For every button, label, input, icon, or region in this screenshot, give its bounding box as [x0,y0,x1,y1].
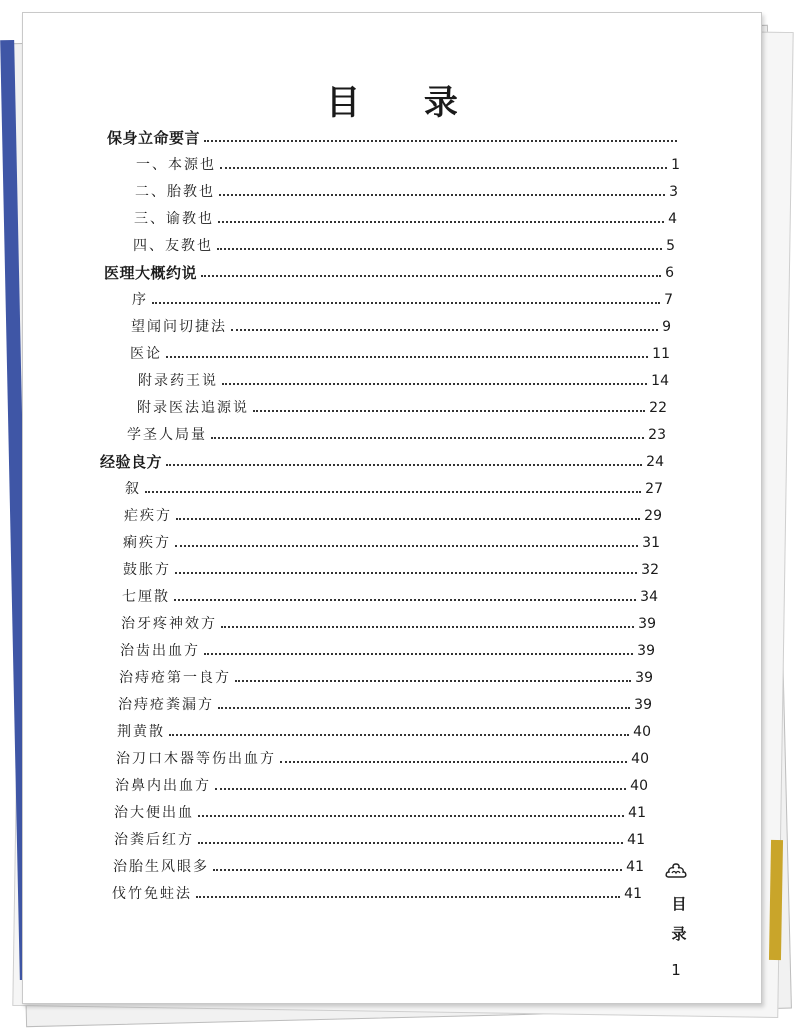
toc-entry [121,611,656,633]
toc-entry-page: 41 [628,805,646,821]
dot-leader [174,599,636,601]
toc-entry-title: 治牙疼神效方 [121,616,217,632]
toc-entry-title: 序 [132,292,148,308]
toc-entry-page: 1 [671,157,680,173]
toc-entry-title: 疟疾方 [124,508,172,524]
toc-entry-page: 22 [649,400,667,416]
dot-leader [222,383,647,385]
toc-entry-page: 9 [662,319,671,335]
toc-entry [130,341,670,363]
toc-entry [107,125,681,147]
toc-entry-title: 治齿出血方 [120,643,200,659]
toc-entry [118,692,652,714]
toc-entry-title: 学圣人局量 [127,427,207,443]
toc-entry-title: 医论 [130,346,162,362]
toc-entry-title: 二、胎教也 [135,184,215,200]
toc-entry [114,800,646,822]
toc-entry [112,881,642,903]
toc-entry-title: 治粪后红方 [114,832,194,848]
toc-entry-page: 39 [634,697,652,713]
toc-entry-page: 40 [631,751,649,767]
toc-entry-title: 治刀口木器等伤出血方 [116,751,276,767]
toc-entry [119,665,653,687]
dot-leader [218,221,664,223]
toc-entry [123,557,659,579]
dot-leader [198,815,624,817]
dot-leader [204,140,677,142]
dot-leader [145,491,641,493]
toc-entry-page: 40 [633,724,651,740]
toc-entry [135,179,678,201]
toc-entry [120,638,655,660]
page-title: 目 录 [326,83,484,123]
toc-entry-page: 31 [642,535,660,551]
toc-entry-page: 27 [645,481,663,497]
dot-leader [175,545,638,547]
toc-entry-title: 医理大概约说 [104,264,198,282]
toc-entry-title: 鼓胀方 [123,562,171,578]
toc-entry [133,233,675,255]
toc-entry-page: 41 [626,859,644,875]
dot-leader [220,167,667,169]
dot-leader [152,302,660,304]
cloud-ornament-icon [663,861,689,881]
book-edge-yellow [769,840,783,960]
dot-leader [215,788,626,790]
toc-page [22,12,762,1004]
dot-leader [253,410,645,412]
dot-leader [169,734,629,736]
toc-entry-page: 40 [630,778,648,794]
toc-entry [116,746,649,768]
toc-entry [131,314,671,336]
toc-entry-page: 41 [627,832,645,848]
toc-entry-title: 七厘散 [122,589,170,605]
dot-leader [198,842,623,844]
toc-entry-title: 一、本源也 [136,157,216,173]
toc-entry-page: 39 [635,670,653,686]
toc-entry [132,287,673,309]
toc-entry [124,503,662,525]
toc-entry [100,449,664,471]
toc-entry-title: 四、友教也 [133,238,213,254]
toc-entry-page: 7 [664,292,673,308]
dot-leader [280,761,627,763]
dot-leader [218,707,630,709]
toc-entry-title: 痢疾方 [123,535,171,551]
dot-leader [166,356,648,358]
dot-leader [213,869,622,871]
toc-entry-page: 39 [637,643,655,659]
dot-leader [166,464,642,466]
toc-entry-page: 41 [624,886,642,902]
toc-entry-title: 荆黄散 [117,724,165,740]
toc-entry [115,773,648,795]
toc-entry [104,260,674,282]
dot-leader [196,896,620,898]
toc-entry-page: 5 [666,238,675,254]
page-number: 1 [671,961,681,979]
side-section-label: 目 录 [671,895,687,943]
toc-entry-page: 32 [641,562,659,578]
dot-leader [211,437,644,439]
dot-leader [231,329,658,331]
toc-entry-title: 叙 [125,481,141,497]
toc-entry [138,368,669,390]
toc-entry [125,476,663,498]
toc-entry-title: 三、谕教也 [134,211,214,227]
dot-leader [219,194,665,196]
toc-entry-page: 24 [646,454,664,470]
toc-entry-title: 附录药王说 [138,373,218,389]
toc-entry [137,395,667,417]
dot-leader [175,572,637,574]
toc-entry-page: 23 [648,427,666,443]
toc-entry-title: 治鼻内出血方 [115,778,211,794]
dot-leader [235,680,631,682]
dot-leader [204,653,633,655]
toc-entry [123,530,660,552]
toc-entry [136,152,680,174]
toc-entry-page: 3 [669,184,678,200]
toc-entry-page: 29 [644,508,662,524]
toc-entry [122,584,658,606]
toc-entry-page: 14 [651,373,669,389]
toc-entry-title: 伐竹免蛀法 [112,886,192,902]
toc-entry-page: 34 [640,589,658,605]
toc-entry [127,422,666,444]
toc-entry-page: 39 [638,616,656,632]
toc-entry-title: 望闻问切捷法 [131,319,227,335]
toc-entry-page: 4 [668,211,677,227]
dot-leader [217,248,662,250]
toc-entry-title: 经验良方 [100,453,163,471]
dot-leader [221,626,634,628]
toc-entry-title: 附录医法追源说 [137,400,249,416]
toc-entry [113,854,644,876]
dot-leader [201,275,661,277]
toc-entry-title: 治痔疮第一良方 [119,670,231,686]
toc-entry [134,206,677,228]
toc-entry-page: 11 [652,346,670,362]
toc-entry-page: 6 [665,265,674,281]
toc-entry [117,719,651,741]
dot-leader [176,518,640,520]
toc-entry-title: 保身立命要言 [107,129,201,147]
toc-entry-title: 治痔疮粪漏方 [118,697,214,713]
toc-entry-title: 治胎生风眼多 [113,859,209,875]
toc-entry [114,827,645,849]
toc-entry-title: 治大便出血 [114,805,194,821]
